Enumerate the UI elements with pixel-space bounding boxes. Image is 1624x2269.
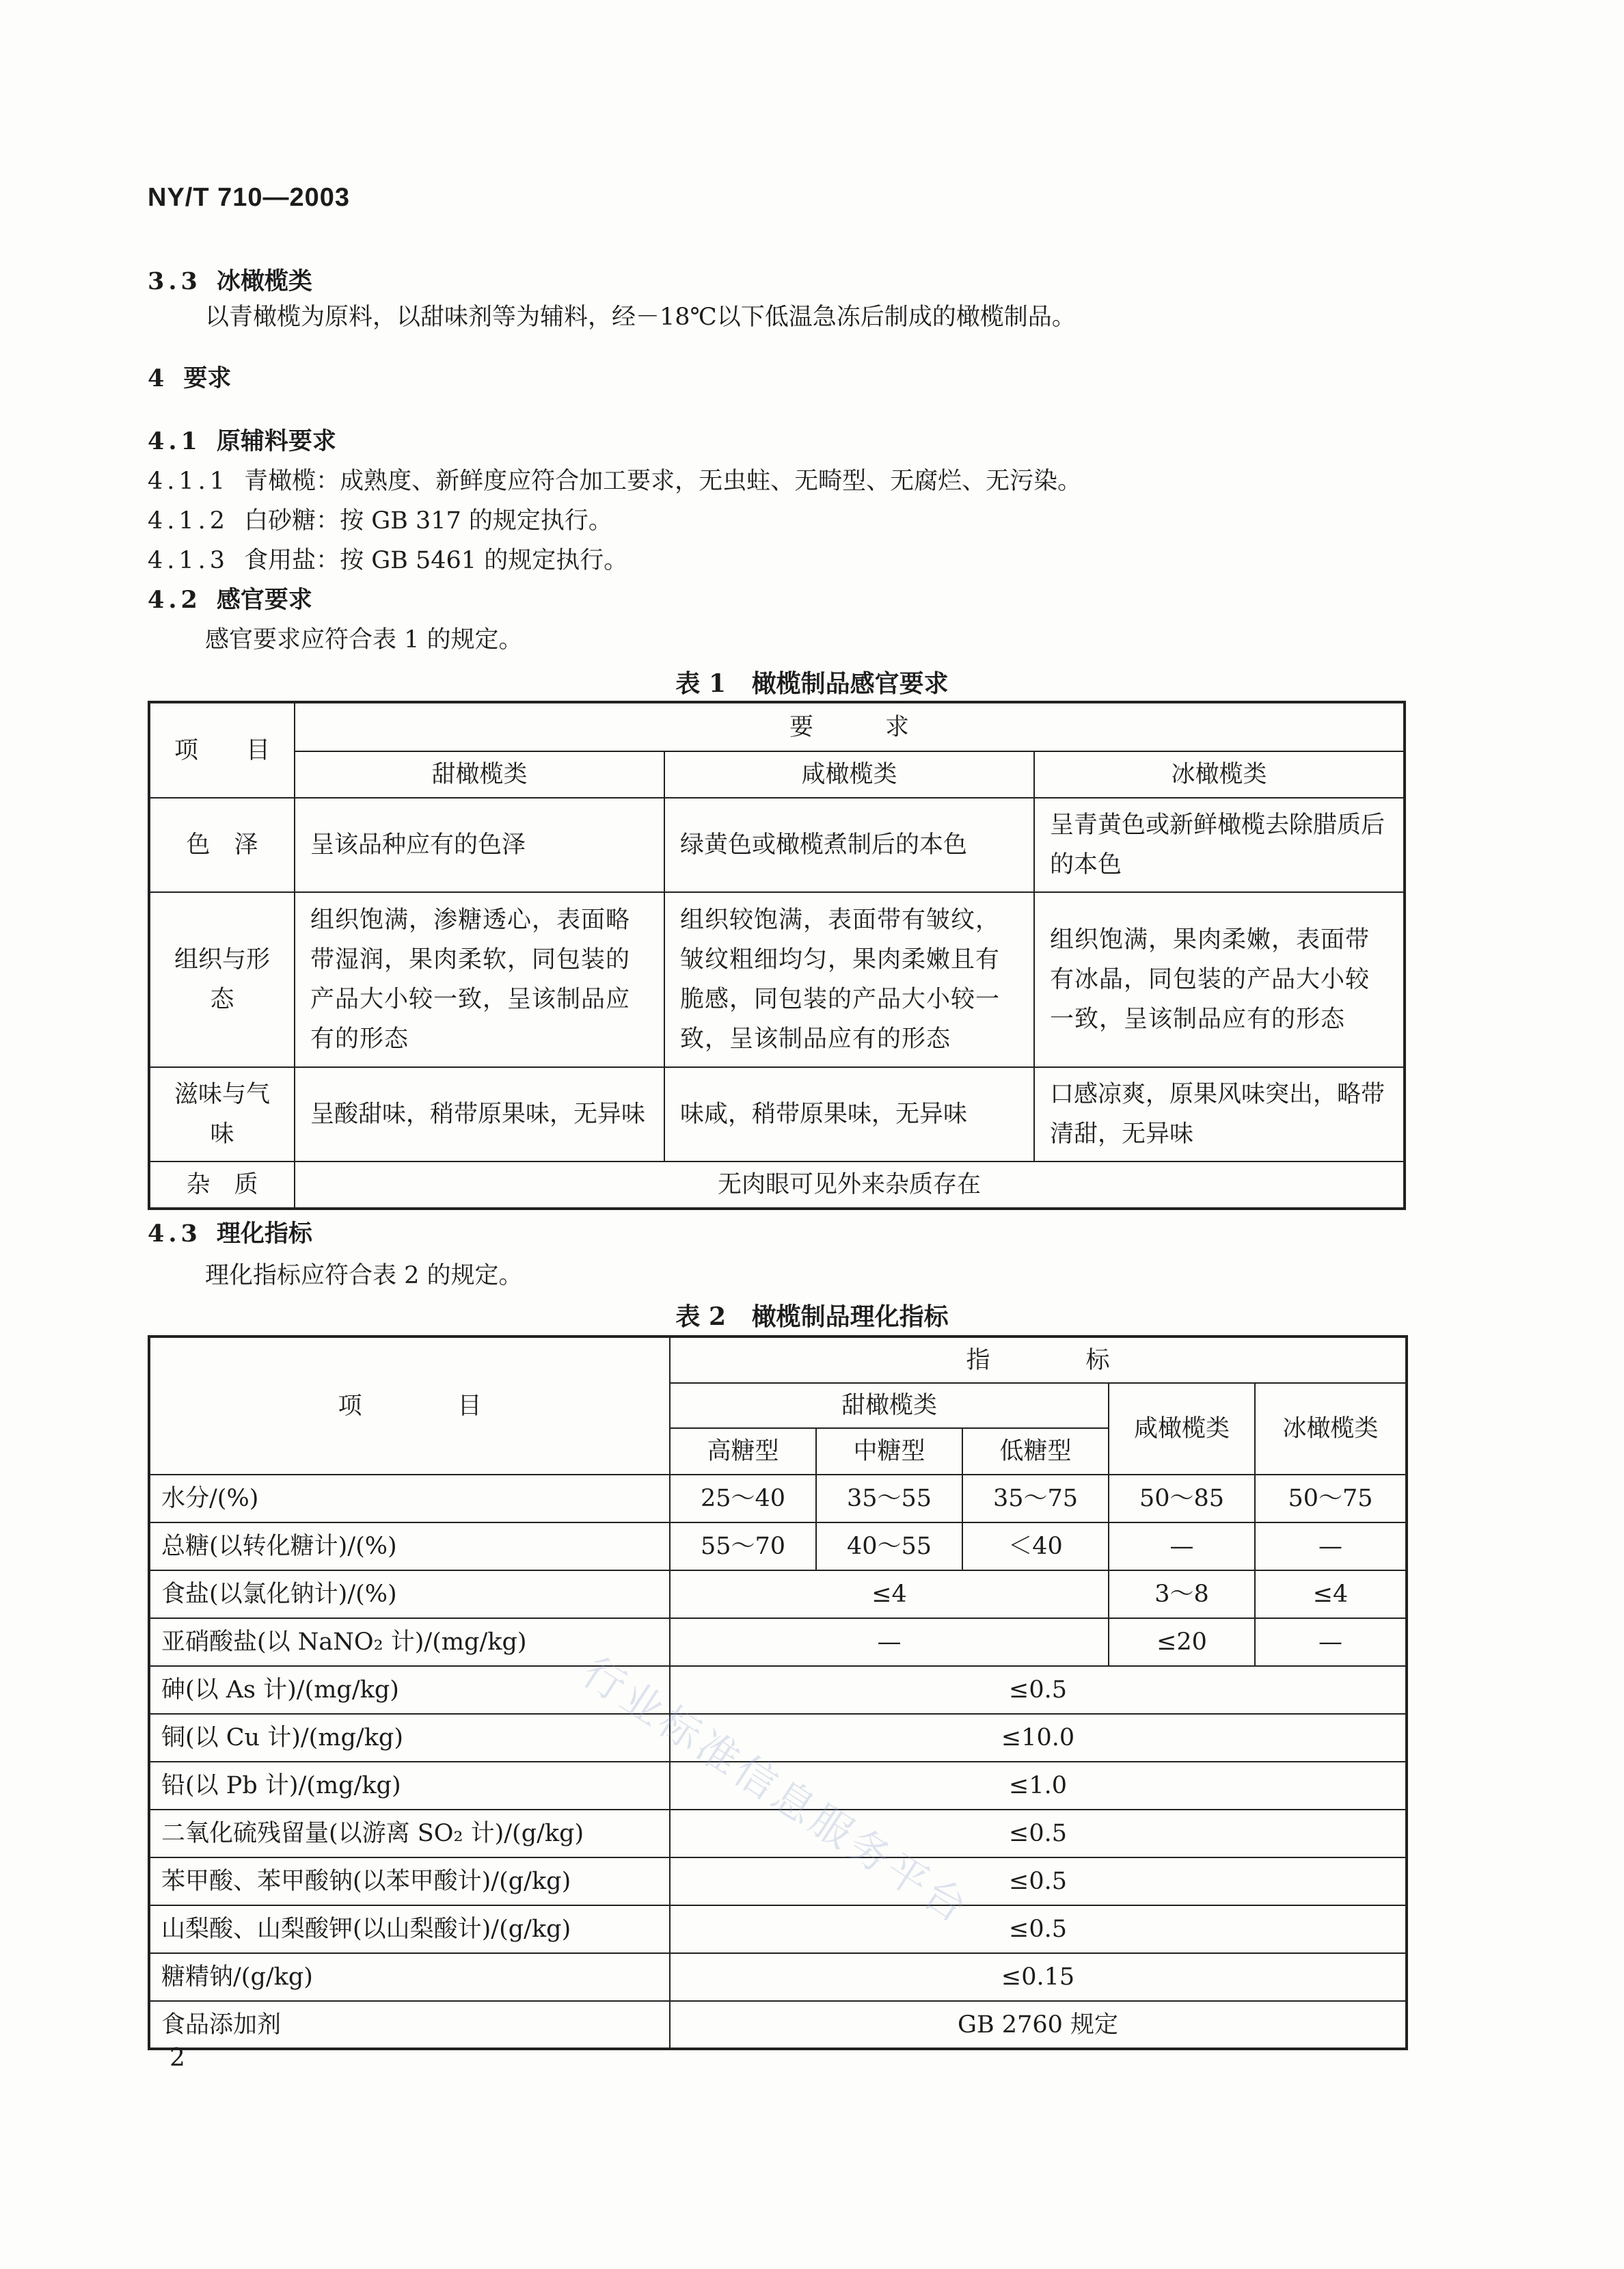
table-row	[149, 892, 1405, 1067]
row-label: 二氧化硫残留量(以游离 SO₂ 计)/(g/kg)	[149, 1810, 670, 1857]
table-2-header-item: 项 目	[149, 1337, 670, 1475]
table-cell: 35～55	[816, 1475, 962, 1522]
table-row	[149, 1666, 1407, 1714]
row-label: 滋味与气味	[149, 1067, 295, 1162]
row-label: 铅(以 Pb 计)/(mg/kg)	[149, 1762, 670, 1810]
row-label: 色 泽	[149, 798, 295, 892]
table-cell: 55～70	[670, 1522, 816, 1570]
table-row	[149, 1067, 1405, 1162]
table-row	[149, 1618, 1407, 1666]
table-2-header-high-sugar: 高糖型	[670, 1428, 816, 1475]
table-row	[149, 2001, 1407, 2049]
table-cell: 25～40	[670, 1475, 816, 1522]
table-row	[149, 1522, 1407, 1570]
document-header: NY/T 710—2003	[148, 183, 351, 212]
table-2-header-ice: 冰橄榄类	[1255, 1383, 1407, 1475]
table-cell: ≤0.15	[670, 1953, 1407, 2001]
section-4-2-heading: 4.2 感官要求	[148, 586, 312, 614]
table-2-header-index: 指 标	[670, 1337, 1407, 1383]
row-label: 食品添加剂	[149, 2001, 670, 2049]
table-cell: ≤1.0	[670, 1762, 1407, 1810]
table-cell: —	[1109, 1522, 1255, 1570]
table-cell: —	[1255, 1522, 1407, 1570]
watermark: 行业标准信息服务平台	[573, 1648, 979, 1935]
table-cell: —	[670, 1618, 1109, 1666]
table-1-col-sweet: 甜橄榄类	[295, 751, 664, 798]
table-cell: ≤0.5	[670, 1857, 1407, 1905]
row-label: 总糖(以转化糖计)/(%)	[149, 1522, 670, 1570]
table-2-header-low-sugar: 低糖型	[962, 1428, 1109, 1475]
section-4-1-3: 4.1.3 食用盐：按 GB 5461 的规定执行。	[148, 547, 628, 574]
table-cell: 3～8	[1109, 1570, 1255, 1618]
table-1-col-ice: 冰橄榄类	[1034, 751, 1405, 798]
section-4-heading: 4 要求	[148, 364, 232, 392]
table-1-header-requirement: 要 求	[295, 702, 1405, 751]
table-cell: ＜40	[962, 1522, 1109, 1570]
table-row	[149, 798, 1405, 892]
table-row	[149, 1905, 1407, 1953]
table-1-caption: 表 1 橄榄制品感官要求	[675, 669, 949, 698]
table-cell: 35～75	[962, 1475, 1109, 1522]
table-cell: GB 2760 规定	[670, 2001, 1407, 2049]
row-label: 亚硝酸盐(以 NaNO₂ 计)/(mg/kg)	[149, 1618, 670, 1666]
table-2-caption: 表 2 橄榄制品理化指标	[675, 1302, 949, 1331]
row-label: 苯甲酸、苯甲酸钠(以苯甲酸计)/(g/kg)	[149, 1857, 670, 1905]
table-cell: ≤0.5	[670, 1905, 1407, 1953]
table-2-header-mid-sugar: 中糖型	[816, 1428, 962, 1475]
table-cell: 味咸，稍带原果味，无异味	[664, 1067, 1034, 1162]
row-label: 糖精钠/(g/kg)	[149, 1953, 670, 2001]
table-cell: 50～75	[1255, 1475, 1407, 1522]
table-row	[149, 1475, 1407, 1522]
table-row	[149, 1162, 1405, 1209]
table-2-header-sweet: 甜橄榄类	[670, 1383, 1109, 1428]
section-3-3-text: 以青橄榄为原料，以甜味剂等为辅料，经－18℃以下低温急冻后制成的橄榄制品。	[205, 304, 1076, 331]
table-1-header-item: 项 目	[149, 702, 295, 798]
row-label: 水分/(%)	[149, 1475, 670, 1522]
row-label: 铜(以 Cu 计)/(mg/kg)	[149, 1714, 670, 1762]
table-cell: 呈青黄色或新鲜橄榄去除腊质后的本色	[1034, 798, 1405, 892]
table-cell: —	[1255, 1618, 1407, 1666]
page-number: 2	[170, 2044, 185, 2072]
row-label: 山梨酸、山梨酸钾(以山梨酸计)/(g/kg)	[149, 1905, 670, 1953]
section-4-1-heading: 4.1 原辅料要求	[148, 427, 336, 455]
section-3-3-heading: 3.3 冰橄榄类	[148, 267, 312, 295]
section-4-1-2: 4.1.2 白砂糖：按 GB 317 的规定执行。	[148, 507, 612, 535]
table-cell: ≤4	[1255, 1570, 1407, 1618]
table-cell: 呈该品种应有的色泽	[295, 798, 664, 892]
table-cell: 呈酸甜味，稍带原果味，无异味	[295, 1067, 664, 1162]
row-label: 组织与形态	[149, 892, 295, 1067]
table-cell: ≤0.5	[670, 1666, 1407, 1714]
table-cell: ≤0.5	[670, 1810, 1407, 1857]
table-row	[149, 1857, 1407, 1905]
table-cell: ≤10.0	[670, 1714, 1407, 1762]
table-cell: ≤4	[670, 1570, 1109, 1618]
table-cell: 组织饱满，果肉柔嫩，表面带有冰晶，同包装的产品大小较一致，呈该制品应有的形态	[1034, 892, 1405, 1067]
table-cell: 50～85	[1109, 1475, 1255, 1522]
table-1	[148, 701, 1406, 1210]
table-cell: 40～55	[816, 1522, 962, 1570]
table-1-col-salty: 咸橄榄类	[664, 751, 1034, 798]
table-cell: 组织较饱满，表面带有皱纹，皱纹粗细均匀，果肉柔嫩且有脆感，同包装的产品大小较一致，呈该制品应有的形态	[664, 892, 1034, 1067]
table-2-header-salty: 咸橄榄类	[1109, 1383, 1255, 1475]
table-cell: 绿黄色或橄榄煮制后的本色	[664, 798, 1034, 892]
table-cell: 口感凉爽，原果风味突出，略带清甜，无异味	[1034, 1067, 1405, 1162]
table-row	[149, 1953, 1407, 2001]
section-4-3-heading: 4.3 理化指标	[148, 1220, 312, 1248]
section-4-1-1: 4.1.1 青橄榄：成熟度、新鲜度应符合加工要求，无虫蛀、无畸型、无腐烂、无污染。	[148, 468, 1082, 495]
row-label: 杂 质	[149, 1162, 295, 1209]
row-label: 食盐(以氯化钠计)/(%)	[149, 1570, 670, 1618]
section-4-3-text: 理化指标应符合表 2 的规定。	[205, 1262, 523, 1289]
table-cell: ≤20	[1109, 1618, 1255, 1666]
row-label: 砷(以 As 计)/(mg/kg)	[149, 1666, 670, 1714]
table-cell: 组织饱满，渗糖透心，表面略带湿润，果肉柔软，同包装的产品大小较一致，呈该制品应有的形态	[295, 892, 664, 1067]
table-2	[148, 1335, 1408, 2050]
table-cell: 无肉眼可见外来杂质存在	[295, 1162, 1405, 1209]
section-4-2-text: 感官要求应符合表 1 的规定。	[205, 626, 523, 654]
table-row	[149, 1570, 1407, 1618]
